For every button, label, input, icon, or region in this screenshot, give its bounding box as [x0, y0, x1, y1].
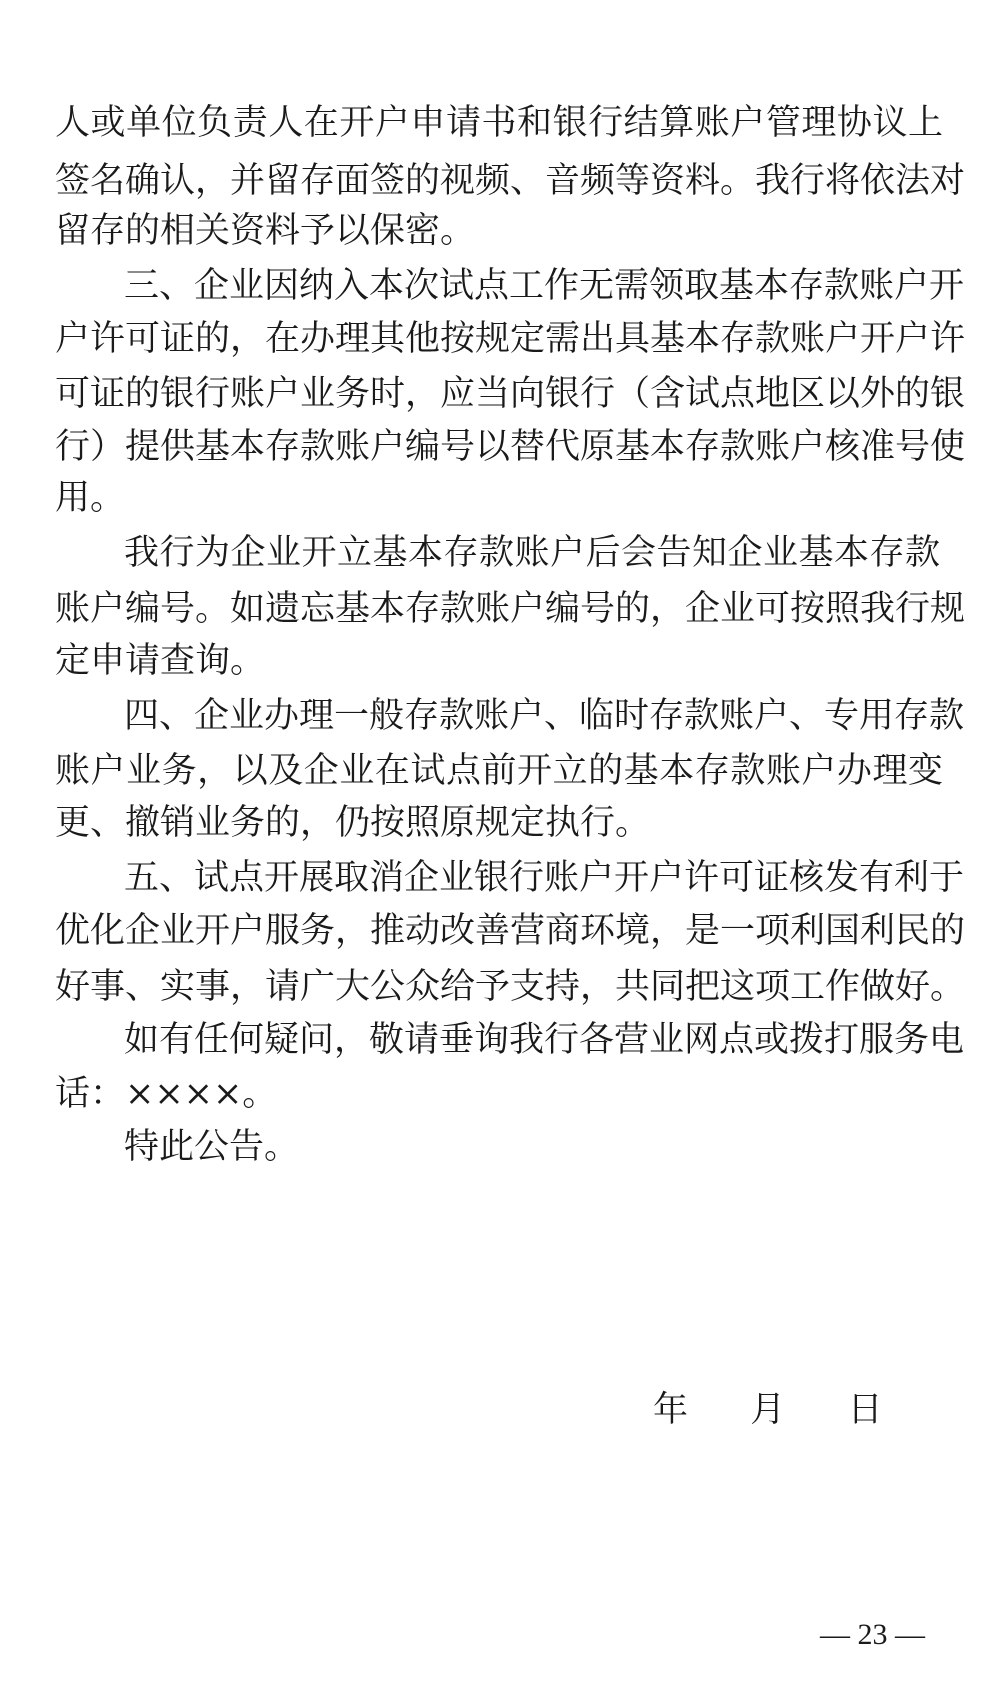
- date-day: 日: [847, 1390, 883, 1430]
- paragraph-1-line-3: 留存的相关资料予以保密。: [55, 211, 476, 251]
- paragraph-4-line-3: 更、撤销业务的，仍按照原规定执行。: [55, 803, 651, 843]
- paragraph-1-line-2: 签名确认，并留存面签的视频、音频等资料。我行将依法对: [55, 161, 966, 201]
- date-year: 年: [653, 1390, 689, 1430]
- paragraph-2-line-2: 户许可证的，在办理其他按规定需出具基本存款账户开户许: [55, 319, 966, 359]
- paragraph-2-line-4: 行）提供基本存款账户编号以替代原基本存款账户核准号使: [55, 427, 966, 467]
- paragraph-2-line-1: 三、企业因纳入本次试点工作无需领取基本存款账户开: [124, 266, 965, 306]
- paragraph-3-line-2: 账户编号。如遗忘基本存款账户编号的，企业可按照我行规: [55, 589, 966, 629]
- paragraph-1-line-1: 人或单位负责人在开户申请书和银行结算账户管理协议上: [55, 103, 943, 143]
- paragraph-2-line-3: 可证的银行账户业务时，应当向银行（含试点地区以外的银: [55, 374, 966, 414]
- paragraph-2-line-5: 用。: [55, 478, 126, 518]
- page-number: — 23 —: [820, 1618, 925, 1651]
- paragraph-3-line-3: 定申请查询。: [55, 641, 266, 681]
- closing-statement: 特此公告。: [124, 1127, 300, 1167]
- paragraph-3-line-1: 我行为企业开立基本存款账户后会告知企业基本存款: [124, 533, 940, 573]
- paragraph-4-line-1: 四、企业办理一般存款账户、临时存款账户、专用存款: [124, 696, 965, 736]
- paragraph-6-line-2: 话：××××。: [55, 1074, 278, 1114]
- date-line: [653, 1388, 883, 1432]
- paragraph-6-line-1: 如有任何疑问，敬请垂询我行各营业网点或拨打服务电: [124, 1020, 965, 1060]
- paragraph-5-line-1: 五、试点开展取消企业银行账户开户许可证核发有利于: [124, 858, 965, 898]
- date-month: 月: [750, 1390, 786, 1430]
- paragraph-5-line-2: 优化企业开户服务，推动改善营商环境，是一项利国利民的: [55, 911, 966, 951]
- paragraph-5-line-3: 好事、实事，请广大公众给予支持，共同把这项工作做好。: [55, 967, 966, 1007]
- paragraph-4-line-2: 账户业务，以及企业在试点前开立的基本存款账户办理变: [55, 751, 943, 791]
